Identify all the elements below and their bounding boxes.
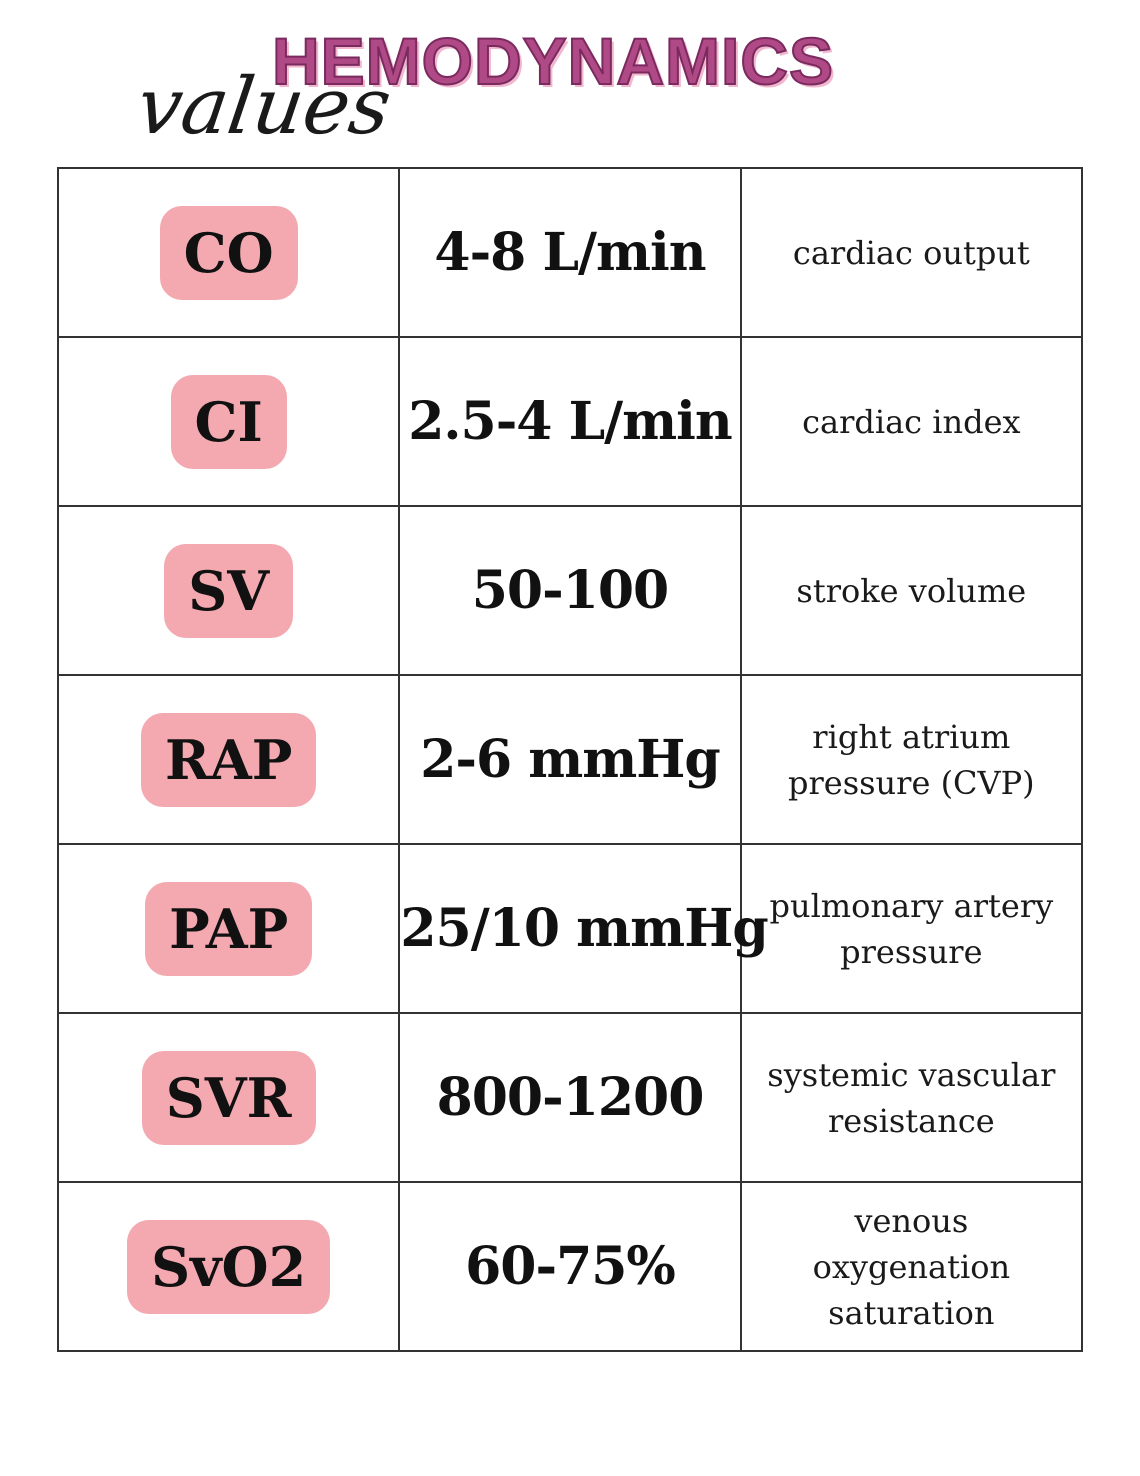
table-row [58, 1182, 1082, 1351]
page-title: HEMODYNAMICS [272, 24, 835, 98]
hemodynamics-table [57, 167, 1083, 1352]
abbr-cell [58, 1182, 399, 1351]
value-cell [399, 168, 740, 337]
abbr-badge: RAP [141, 713, 316, 807]
value-cell [399, 1182, 740, 1351]
description-cell [741, 844, 1082, 1013]
abbr-badge: PAP [145, 882, 312, 976]
abbr-cell [58, 337, 399, 506]
value-text: 25/10 mmHg [400, 898, 768, 959]
abbr-cell [58, 844, 399, 1013]
abbr-badge: SVR [142, 1051, 316, 1145]
value-cell [399, 337, 740, 506]
abbr-cell [58, 506, 399, 675]
abbr-cell [58, 168, 399, 337]
description-text: right atrium pressure (CVP) [787, 717, 1035, 802]
description-cell [741, 675, 1082, 844]
value-text: 60-75% [465, 1236, 675, 1297]
abbr-badge: SvO2 [127, 1220, 330, 1314]
value-cell [399, 1013, 740, 1182]
table-row [58, 168, 1082, 337]
table-row [58, 506, 1082, 675]
description-text: venous oxygenation saturation [812, 1201, 1011, 1332]
abbr-badge: CO [160, 206, 298, 300]
description-cell [741, 1013, 1082, 1182]
value-text: 2.5-4 L/min [408, 391, 732, 452]
description-text: stroke volume [796, 571, 1027, 610]
table-row [58, 844, 1082, 1013]
abbr-badge: CI [171, 375, 287, 469]
page-subtitle: values [131, 62, 397, 152]
value-text: 50-100 [471, 560, 669, 621]
value-text: 800-1200 [436, 1067, 704, 1128]
description-cell [741, 506, 1082, 675]
table-row [58, 337, 1082, 506]
description-text: cardiac index [802, 402, 1021, 441]
description-text: systemic vascular resistance [767, 1055, 1056, 1140]
description-text: pulmonary artery pressure [769, 886, 1054, 971]
value-cell [399, 506, 740, 675]
table-row [58, 675, 1082, 844]
description-text: cardiac output [792, 233, 1030, 272]
description-cell [741, 337, 1082, 506]
value-text: 2-6 mmHg [420, 729, 720, 790]
abbr-cell [58, 1013, 399, 1182]
header [0, 0, 1140, 168]
value-cell [399, 844, 768, 1013]
value-text: 4-8 L/min [434, 222, 706, 283]
description-cell [741, 168, 1082, 337]
table-row [58, 1013, 1082, 1182]
abbr-badge: SV [164, 544, 293, 638]
description-cell [741, 1182, 1082, 1351]
value-cell [399, 675, 740, 844]
abbr-cell [58, 675, 399, 844]
